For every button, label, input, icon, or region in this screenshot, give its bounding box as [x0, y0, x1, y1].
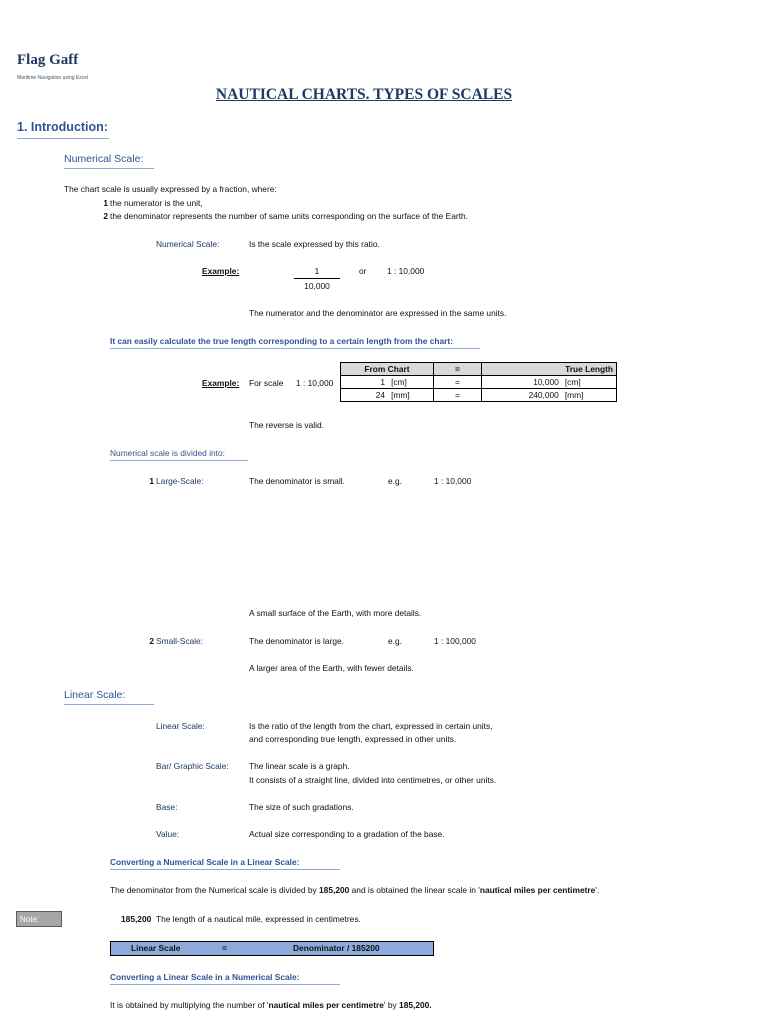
convert2-text: ' by	[383, 1000, 400, 1010]
convert2-sentence	[110, 1000, 432, 1010]
linear-scale-line2: and corresponding true length, expressed in other units.	[249, 734, 457, 744]
convert2-underline	[110, 984, 340, 985]
division-heading: Numerical scale is divided into:	[110, 448, 225, 458]
numerical-scale-definition: Is the scale expressed by this ratio.	[249, 239, 380, 249]
convert2-unit: nautical miles per centimetre	[268, 1000, 384, 1010]
note-text: The length of a nautical mile, expressed in centimetres.	[156, 914, 361, 924]
for-scale-text: For scale	[249, 378, 284, 388]
formula-right: Denominator / 185200	[293, 943, 380, 953]
note-value: 185,200	[121, 914, 152, 924]
header-equals: =	[434, 363, 482, 376]
convert1-text: and is obtained the linear scale in '	[349, 885, 480, 895]
small-scale-ratio: 1 : 100,000	[434, 636, 476, 646]
calc-underline	[110, 348, 480, 349]
chart-value: 1	[341, 376, 389, 389]
large-scale-detail: A small surface of the Earth, with more details.	[249, 608, 422, 618]
point-text: the numerator is the unit,	[110, 198, 203, 208]
subheading-numerical-scale: Numerical Scale:	[64, 153, 144, 165]
convert2-text: It is obtained by multiplying the number of '	[110, 1000, 269, 1010]
equals-cell: =	[434, 376, 482, 389]
formula-left: Linear Scale	[131, 943, 181, 953]
base-label: Base:	[156, 802, 178, 812]
chart-unit: [mm]	[388, 389, 433, 402]
brand-name: Flag Gaff	[17, 52, 79, 68]
header-from-chart: From Chart	[341, 363, 434, 376]
convert1-text: '.	[595, 885, 600, 895]
linear-scale-label: Linear Scale:	[156, 721, 205, 731]
section-underline	[17, 138, 109, 139]
subheading-underline	[64, 168, 154, 169]
page-title: NAUTICAL CHARTS. TYPES OF SCALES	[215, 86, 513, 103]
calc-scale: 1 : 10,000	[296, 378, 334, 388]
small-scale-label: Small-Scale:	[156, 636, 204, 646]
point-number: 2	[103, 211, 108, 221]
calc-heading: It can easily calculate the true length corresponding to a certain length from the chart:	[110, 336, 453, 346]
convert1-text: The denominator from the Numerical scale is divided by	[110, 885, 320, 895]
convert1-unit: nautical miles per centimetre	[479, 885, 596, 895]
chart-unit: [cm]	[388, 376, 433, 389]
convert1-underline	[110, 869, 340, 870]
division-underline	[110, 460, 248, 461]
convert2-heading: Converting a Linear Scale in a Numerical Scale:	[110, 972, 300, 982]
true-value: 240,000	[482, 389, 562, 402]
reverse-note: The reverse is valid.	[249, 420, 324, 430]
linear-scale-line1: Is the ratio of the length from the chart, expressed in certain units,	[249, 721, 493, 731]
true-unit: [cm]	[562, 376, 617, 389]
table-row	[341, 389, 617, 402]
numerical-scale-label: Numerical Scale:	[156, 239, 220, 249]
fraction-denominator: 10,000	[304, 281, 330, 291]
convert1-heading: Converting a Numerical Scale in a Linear Scale:	[110, 857, 300, 867]
small-scale-eg: e.g.	[388, 636, 402, 646]
convert1-sentence	[110, 885, 599, 895]
ratio-example: 1 : 10,000	[387, 266, 425, 276]
chart-value: 24	[341, 389, 389, 402]
subheading-underline	[64, 704, 154, 705]
equals-cell: =	[434, 389, 482, 402]
brand-tagline: Maritime Navigation using Excel	[17, 75, 89, 81]
calc-example-label: Example:	[202, 378, 240, 388]
table-header-row	[341, 363, 617, 376]
large-scale-ratio: 1 : 10,000	[434, 476, 472, 486]
header-true-length: True Length	[482, 363, 617, 376]
fraction-bar	[294, 278, 340, 279]
large-scale-eg: e.g.	[388, 476, 402, 486]
formula-equals: =	[222, 943, 227, 953]
bar-scale-line1: The linear scale is a graph.	[249, 761, 350, 771]
convert2-multiplier: 185,200.	[399, 1000, 432, 1010]
or-text: or	[359, 266, 367, 276]
bar-scale-line2: It consists of a straight line, divided into centimetres, or other units.	[249, 775, 497, 785]
section-heading-introduction: 1. Introduction:	[17, 120, 108, 134]
table-row	[341, 376, 617, 389]
value-label: Value:	[156, 829, 180, 839]
base-text: The size of such gradations.	[249, 802, 354, 812]
example-label: Example:	[202, 266, 240, 276]
large-scale-number: 1	[149, 476, 154, 486]
small-scale-number: 2	[149, 636, 154, 646]
point-text: the denominator represents the number of same units corresponding on the surface of the Earth.	[110, 211, 469, 221]
intro-description: The chart scale is usually expressed by a fraction, where:	[64, 184, 277, 194]
same-units-note: The numerator and the denominator are expressed in the same units.	[249, 308, 507, 318]
true-unit: [mm]	[562, 389, 617, 402]
bar-scale-label: Bar/ Graphic Scale:	[156, 761, 229, 771]
large-scale-text: The denominator is small.	[249, 476, 345, 486]
large-scale-label: Large-Scale:	[156, 476, 204, 486]
note-badge: Note:	[16, 911, 62, 927]
small-scale-detail: A larger area of the Earth, with fewer details.	[249, 663, 414, 673]
small-scale-text: The denominator is large.	[249, 636, 344, 646]
formula-box	[110, 941, 434, 956]
true-value: 10,000	[482, 376, 562, 389]
point-number: 1	[103, 198, 108, 208]
value-text: Actual size corresponding to a gradation of the base.	[249, 829, 445, 839]
subheading-linear-scale: Linear Scale:	[64, 689, 126, 701]
conversion-table	[340, 362, 617, 402]
fraction-numerator: 1	[314, 266, 320, 276]
convert1-divisor: 185,200	[319, 885, 350, 895]
